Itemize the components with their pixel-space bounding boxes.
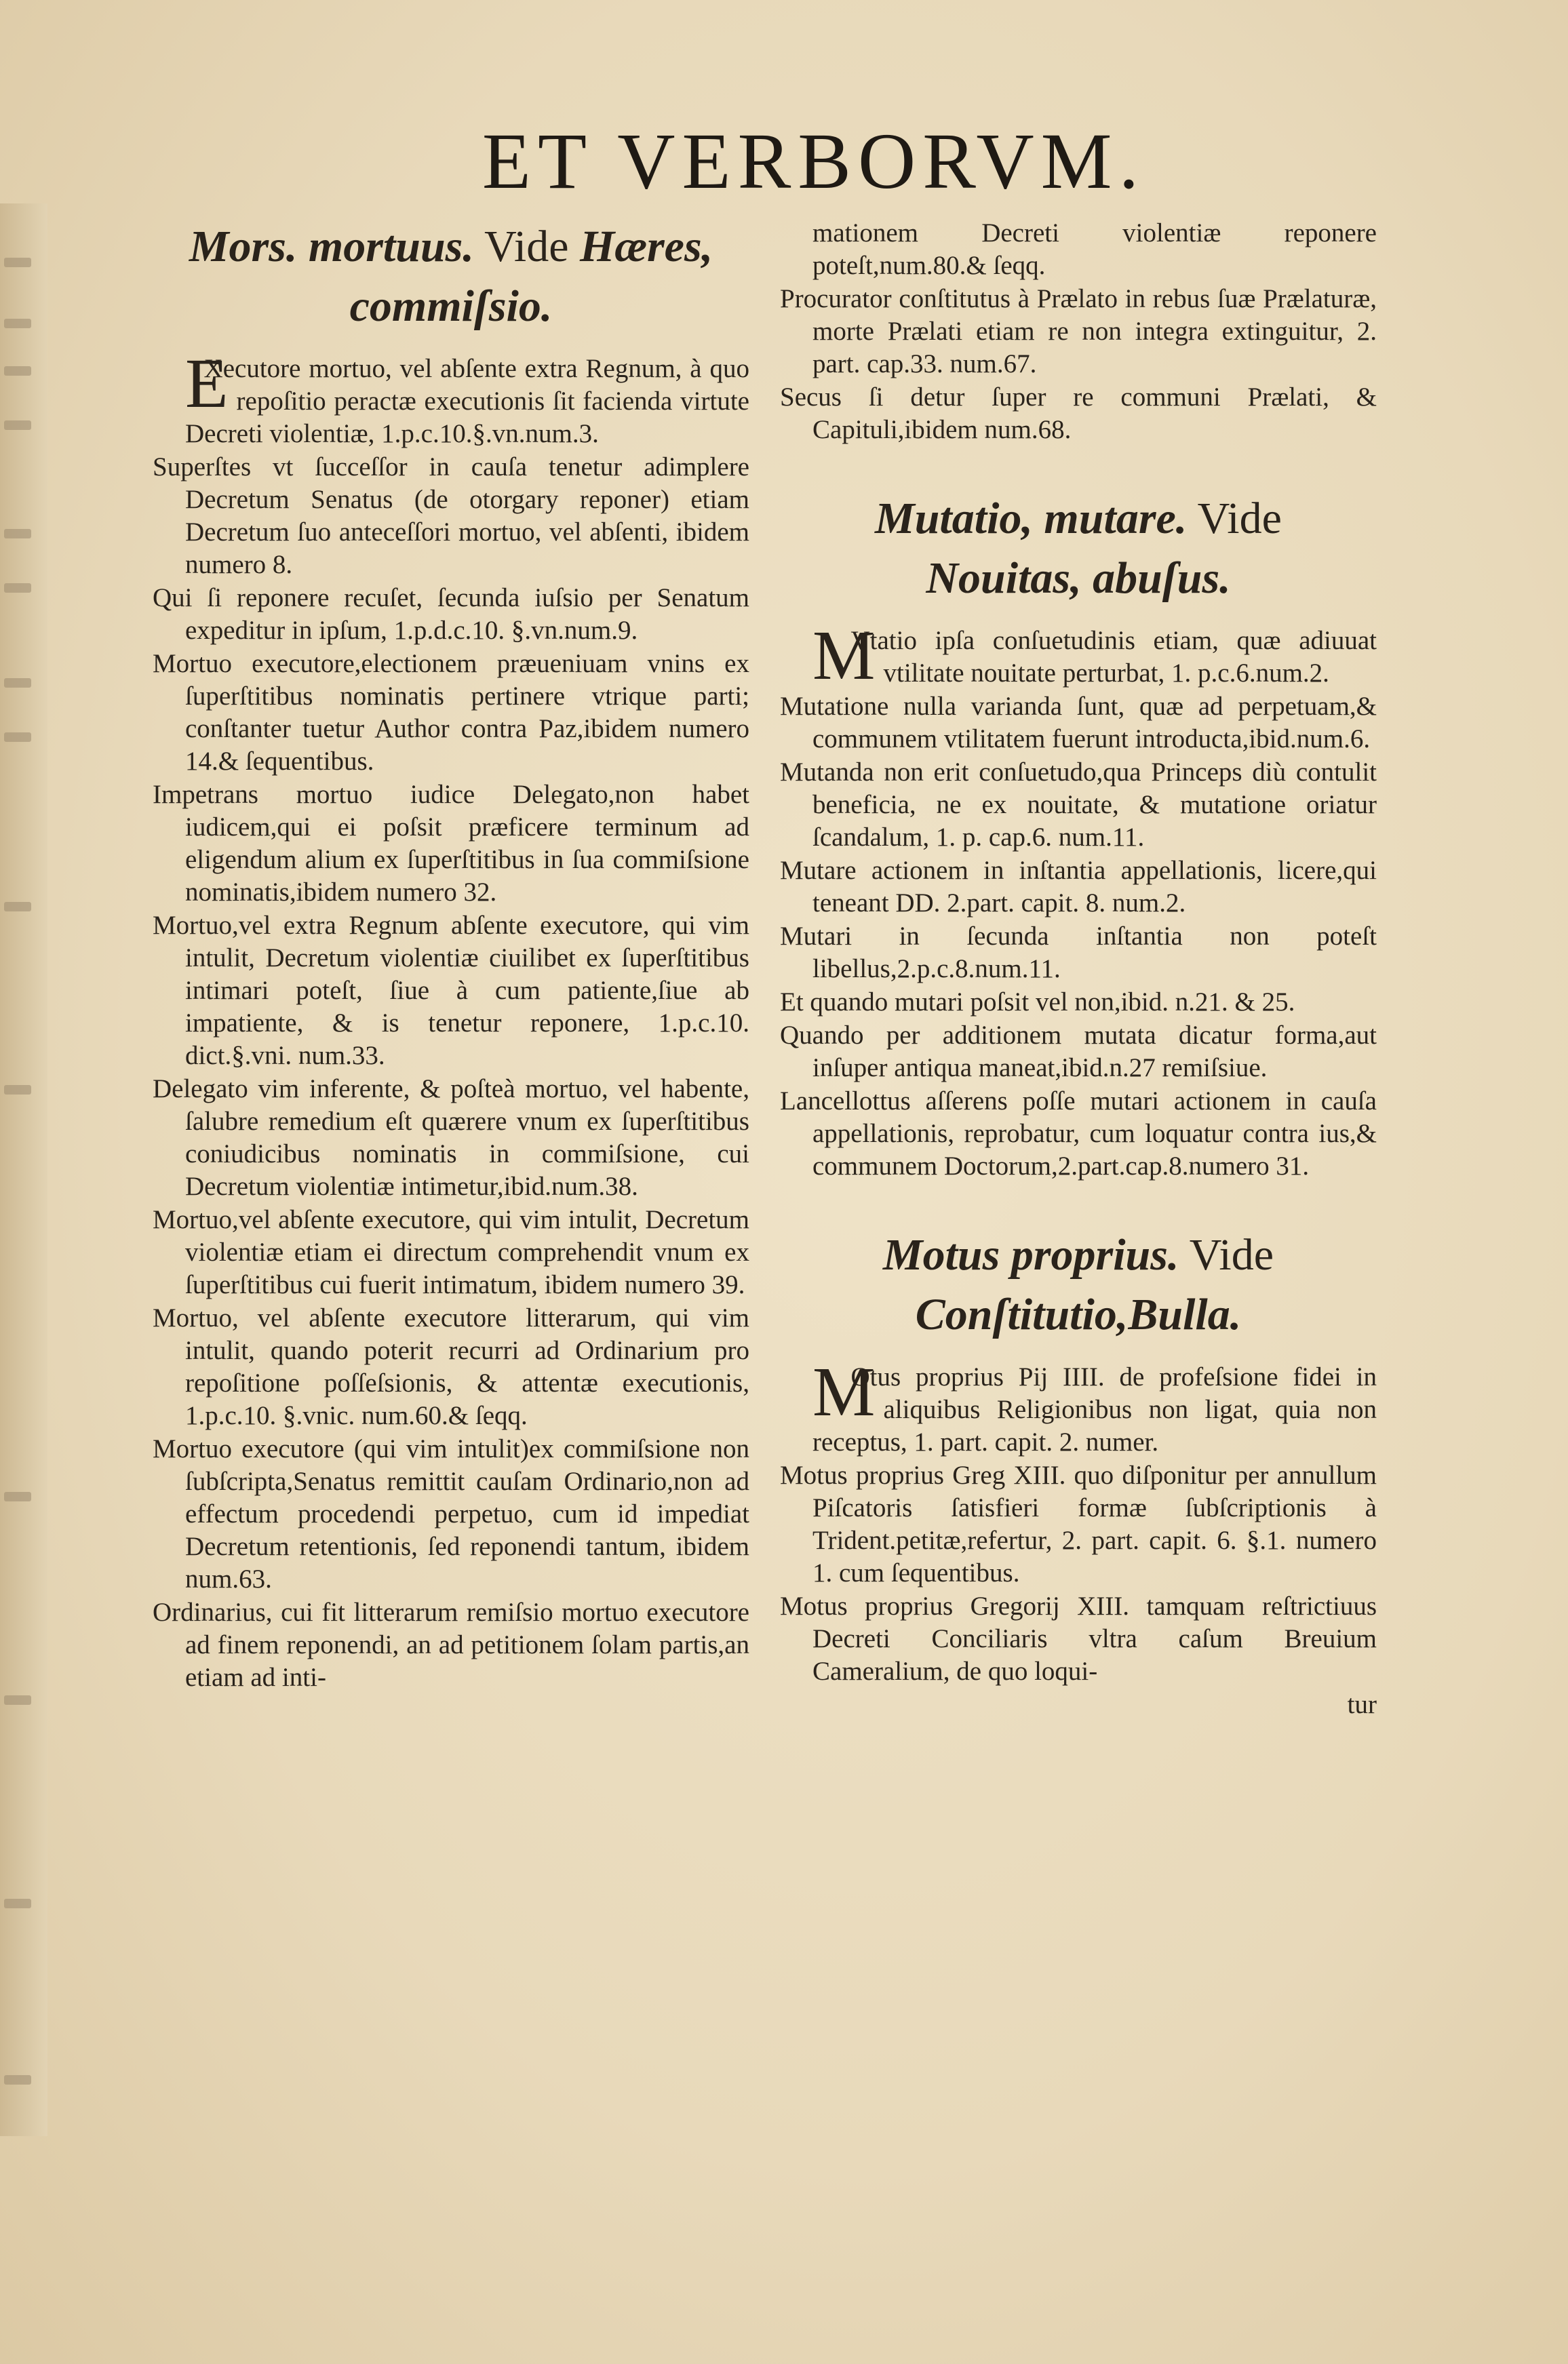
index-entry: Mortuo, vel abſente executore litterarum, qui vim intulit, quando poterit recurri ad Ordinarium pro repoſitione poſſeſsionis, & attentæ executionis, 1.p.c.10. §.vnic. num.60.& ſeqq. <box>153 1303 749 1430</box>
index-entry: Motus proprius Greg XIII. quo diſponitur per annullum Piſcatoris ſatisfieri formæ ſubſcriptionis à Trident.petitæ,refertur, 2. part. capit. 6. §.1. numero 1. cum ſequentibus. <box>780 1461 1377 1588</box>
section-heading <box>780 1225 1377 1345</box>
heading-vide: Vide <box>484 222 569 271</box>
bleed-mark <box>4 902 31 911</box>
index-entry: MOtus proprius Pij IIII. de profeſsione fidei in aliquibus Religionibus non ligat, quia non receptus, 1. part. capit. 2. numer. <box>812 1353 1377 1457</box>
index-entry: Mortuo executore (qui vim intulit)ex commiſsione non ſubſcripta,Senatus remittit cauſam Ordinario,non ad effectum procedendi perpetuo, cum id impediat Decretum retentionis, ſed reponendi tantum, ibidem num.63. <box>153 1434 749 1594</box>
bleed-mark <box>4 529 31 538</box>
bleed-mark <box>4 258 31 267</box>
index-entry: Superſtes vt ſucceſſor in cauſa tenetur adimplere Decretum Senatus (de otorgary reponer) etiam Decretum ſuo anteceſſori mortuo, vel abſenti, ibidem numero 8. <box>153 452 749 579</box>
index-entry: EXecutore mortuo, vel abſente extra Regnum, à quo repoſitio peractæ executionis ſit facienda virtute Decreti violentiæ, 1.p.c.10.§.vn.num.3. <box>185 344 749 448</box>
bleed-mark <box>4 1899 31 1908</box>
index-entry: Mortuo,vel abſente executore, qui vim intulit, Decretum violentiæ etiam ei directum comprehendit vnum ex ſuperſtitibus cui fuerit intimatum, ibidem numero 39. <box>153 1205 749 1299</box>
index-entry: Impetrans mortuo iudice Delegato,non habet iudicem,qui ei poſsit præficere terminum ad eligendum alium ex ſuperſtitibus in ſua commiſsione nominatis,ibidem numero 32. <box>153 780 749 907</box>
index-entry: Mutari in ſecunda inſtantia non poteſt libellus,2.p.c.8.num.11. <box>780 922 1377 983</box>
bleed-mark <box>4 420 31 430</box>
running-head: ET VERBORVM. <box>482 117 1146 205</box>
bleed-mark <box>4 678 31 688</box>
index-entry: MVtatio ipſa conſuetudinis etiam, quæ adiuuat vtilitate nouitate perturbat, 1. p.c.6.num.2. <box>812 616 1377 694</box>
left-column <box>153 217 749 1695</box>
index-entry: Et quando mutari poſsit vel non,ibid. n.21. & 25. <box>780 987 1295 1017</box>
heading-keyword: Motus proprius. <box>882 1230 1179 1280</box>
index-entry: Procurator conſtitutus à Prælato in rebus ſuæ Prælaturæ, morte Prælati etiam re non integra extinguitur, 2. part. cap.33. num.67. <box>780 284 1377 378</box>
index-entry: Secus ſi detur ſuper re communi Prælati, & Capituli,ibidem num.68. <box>780 382 1377 444</box>
index-entry: Mortuo,vel extra Regnum abſente executore, qui vim intulit, Decretum violentiæ ciuilibet ex ſuperſtitibus intimari poteſt, ſiue à cum patiente,ſiue ab impatiente, & is tenetur reponere, 1.p.c.10. dict.§.vni. num.33. <box>153 911 749 1070</box>
bleed-mark <box>4 1695 31 1705</box>
heading-references: Hæres, commiſsio. <box>349 222 713 331</box>
bleed-mark <box>4 1492 31 1501</box>
bleed-mark <box>4 366 31 376</box>
facing-page-bleed <box>0 203 47 2136</box>
heading-references: Nouitas, abuſus. <box>926 553 1231 603</box>
heading-vide: Vide <box>1197 494 1282 543</box>
bleed-mark <box>4 1085 31 1095</box>
index-entry: Delegato vim inferente, & poſteà mortuo, vel habente, ſalubre remedium eſt quærere vnum ex ſuperſtitibus coniudicibus nominatis in commiſsione, cui Decretum violentiæ intimetur,ibid.num.38. <box>153 1074 749 1201</box>
index-entry: Mortuo executore,electionem præueniuam vnins ex ſuperſtitibus nominatis pertinere vtrique parti; conſtanter tuetur Author contra Paz,ibidem numero 14.& ſequentibus. <box>153 649 749 776</box>
bleed-mark <box>4 583 31 593</box>
right-column <box>780 217 1377 1721</box>
index-entry: Qui ſi reponere recuſet, ſecunda iuſsio per Senatum expeditur in ipſum, 1.p.d.c.10. §.vn.num.9. <box>153 583 749 645</box>
heading-vide: Vide <box>1189 1230 1274 1280</box>
heading-references: Conſtitutio,Bulla. <box>915 1290 1242 1339</box>
index-entry: Quando per additionem mutata dicatur forma,aut inſuper antiqua maneat,ibid.n.27 remiſsiue. <box>780 1021 1377 1082</box>
bleed-mark <box>4 319 31 328</box>
index-entry: Mutanda non erit conſuetudo,qua Princeps diù contulit beneficia, ne ex nouitate, & mutatione oriatur ſcandalum, 1. p. cap.6. num.11. <box>780 757 1377 852</box>
index-entry: Mutare actionem in inſtantia appellationis, licere,qui teneant DD. 2.part. capit. 8. num.2. <box>780 856 1377 918</box>
heading-keyword: Mors. mortuus. <box>189 222 474 271</box>
bleed-mark <box>4 732 31 742</box>
index-entry: Ordinarius, cui fit litterarum remiſsio mortuo executore ad finem reponendi, an ad petitionem ſolam partis,an etiam ad inti- <box>153 1598 749 1692</box>
index-entry: Motus proprius Gregorij XIII. tamquam reſtrictiuus Decreti Conciliaris vltra caſum Breuium Cameralium, de quo loqui- <box>780 1592 1377 1686</box>
section-heading <box>153 217 749 336</box>
bleed-mark <box>4 2075 31 2085</box>
index-entry: Mutatione nulla varianda ſunt, quæ ad perpetuam,& communem vtilitatem fuerunt introducta,ibid.num.6. <box>780 692 1377 753</box>
section-heading <box>780 489 1377 608</box>
catchword: tur <box>1347 1690 1377 1719</box>
heading-keyword: Mutatio, mutare. <box>875 494 1188 543</box>
index-entry: Lancellottus aſſerens poſſe mutari actionem in cauſa appellationis, reprobatur, cum loquatur contra ius,& communem Doctorum,2.part.cap.8.numero 31. <box>780 1086 1377 1181</box>
index-entry-continued: mationem Decreti violentiæ reponere poteſt,num.80.& ſeqq. <box>812 218 1377 280</box>
